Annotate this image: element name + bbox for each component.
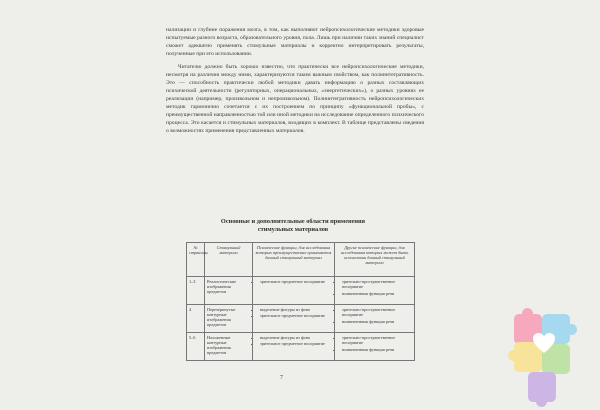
- list-item: • зрительное предметное восприятие: [260, 341, 332, 346]
- cell-other: [335, 305, 415, 333]
- cell-material: Реалистические изображения предметов: [205, 277, 253, 305]
- cell-primary: [253, 333, 335, 361]
- table-title-line-2: стимульных материалов: [257, 226, 329, 234]
- cell-page: 4: [187, 305, 205, 333]
- header-page: № страницы: [187, 243, 205, 277]
- table-title-line-1: Основные и дополнительные области применения: [220, 218, 366, 225]
- table-row: [187, 277, 415, 305]
- cell-primary: [253, 277, 335, 305]
- cell-other: [335, 277, 415, 305]
- paragraph-2: Читателю должно быть хорошо известно, что практически все нейропсихологические методики, несмотря на различия между ними, характеризуются таким важным свойством, как полиинтегративность. Это — способность практически любой методики давать информацию о разных составляющих психической деятельности (регуляторных, операциональных, «энергетических»), о разных уровнях ее реализации (например, произвольном и непроизвольном). Полиинтегративность нейропсихологических методик гармонично сочетается с их построением по принципу «функциональной пробы», с преимущественной направленностью той или иной методики на исследование определенного психического процесса. Это касается и стимульных материалов, входящих в комплект. В таблице представлены сведения о возможностях применения представленных материалов.: [166, 64, 424, 134]
- table-header-row: [187, 243, 415, 277]
- list-item: • зрительное предметное восприятие: [260, 313, 332, 318]
- body-text: [166, 26, 424, 135]
- list-item: • зрительно-пространственное восприятие: [342, 335, 412, 346]
- list-item: • выделение фигуры из фона: [260, 335, 332, 340]
- cell-material: Перечеркнутые контурные изображения предметов: [205, 305, 253, 333]
- stimulus-table: [186, 242, 415, 361]
- list-item: • номинативная функция речи: [342, 347, 412, 352]
- page-number: 7: [280, 375, 283, 381]
- list-item: • зрительно-пространственное восприятие: [342, 279, 412, 290]
- header-other-functions: Другие психические функции, для исследования которых может быть использован данный стимульный материал: [335, 243, 415, 277]
- cell-material: Наложенные контурные изображения предметов: [205, 333, 253, 361]
- header-material: Стимульный материал: [205, 243, 253, 277]
- table-title: [175, 218, 411, 235]
- header-primary-functions: Психические функции, для исследования которых преимущественно применяется данный стимульный материал: [253, 243, 335, 277]
- table-row: [187, 305, 415, 333]
- list-item: • зрительное предметное восприятие: [260, 279, 332, 284]
- cell-page: 1–3: [187, 277, 205, 305]
- cell-page: 5–6: [187, 333, 205, 361]
- cell-other: [335, 333, 415, 361]
- list-item: • выделение фигуры из фона: [260, 307, 332, 312]
- heart-icon: [532, 332, 556, 354]
- cell-primary: [253, 305, 335, 333]
- list-item: • номинативная функция речи: [342, 291, 412, 296]
- paragraph-1: нализации и глубине поражения мозга, в том, как выполняют нейропсихологические методики здоровые испытуемые разного возраста, образовательного уровня, пола. Лишь при наличии таких знаний специалист сможет адекватно применять стимульные материалы и корректно интерпретировать результаты, полученные при его использовании.: [166, 27, 424, 57]
- list-item: • зрительно-пространственное восприятие: [342, 307, 412, 318]
- puzzle-logo-icon: [508, 310, 594, 406]
- table-row: [187, 333, 415, 361]
- list-item: • номинативная функция речи: [342, 319, 412, 324]
